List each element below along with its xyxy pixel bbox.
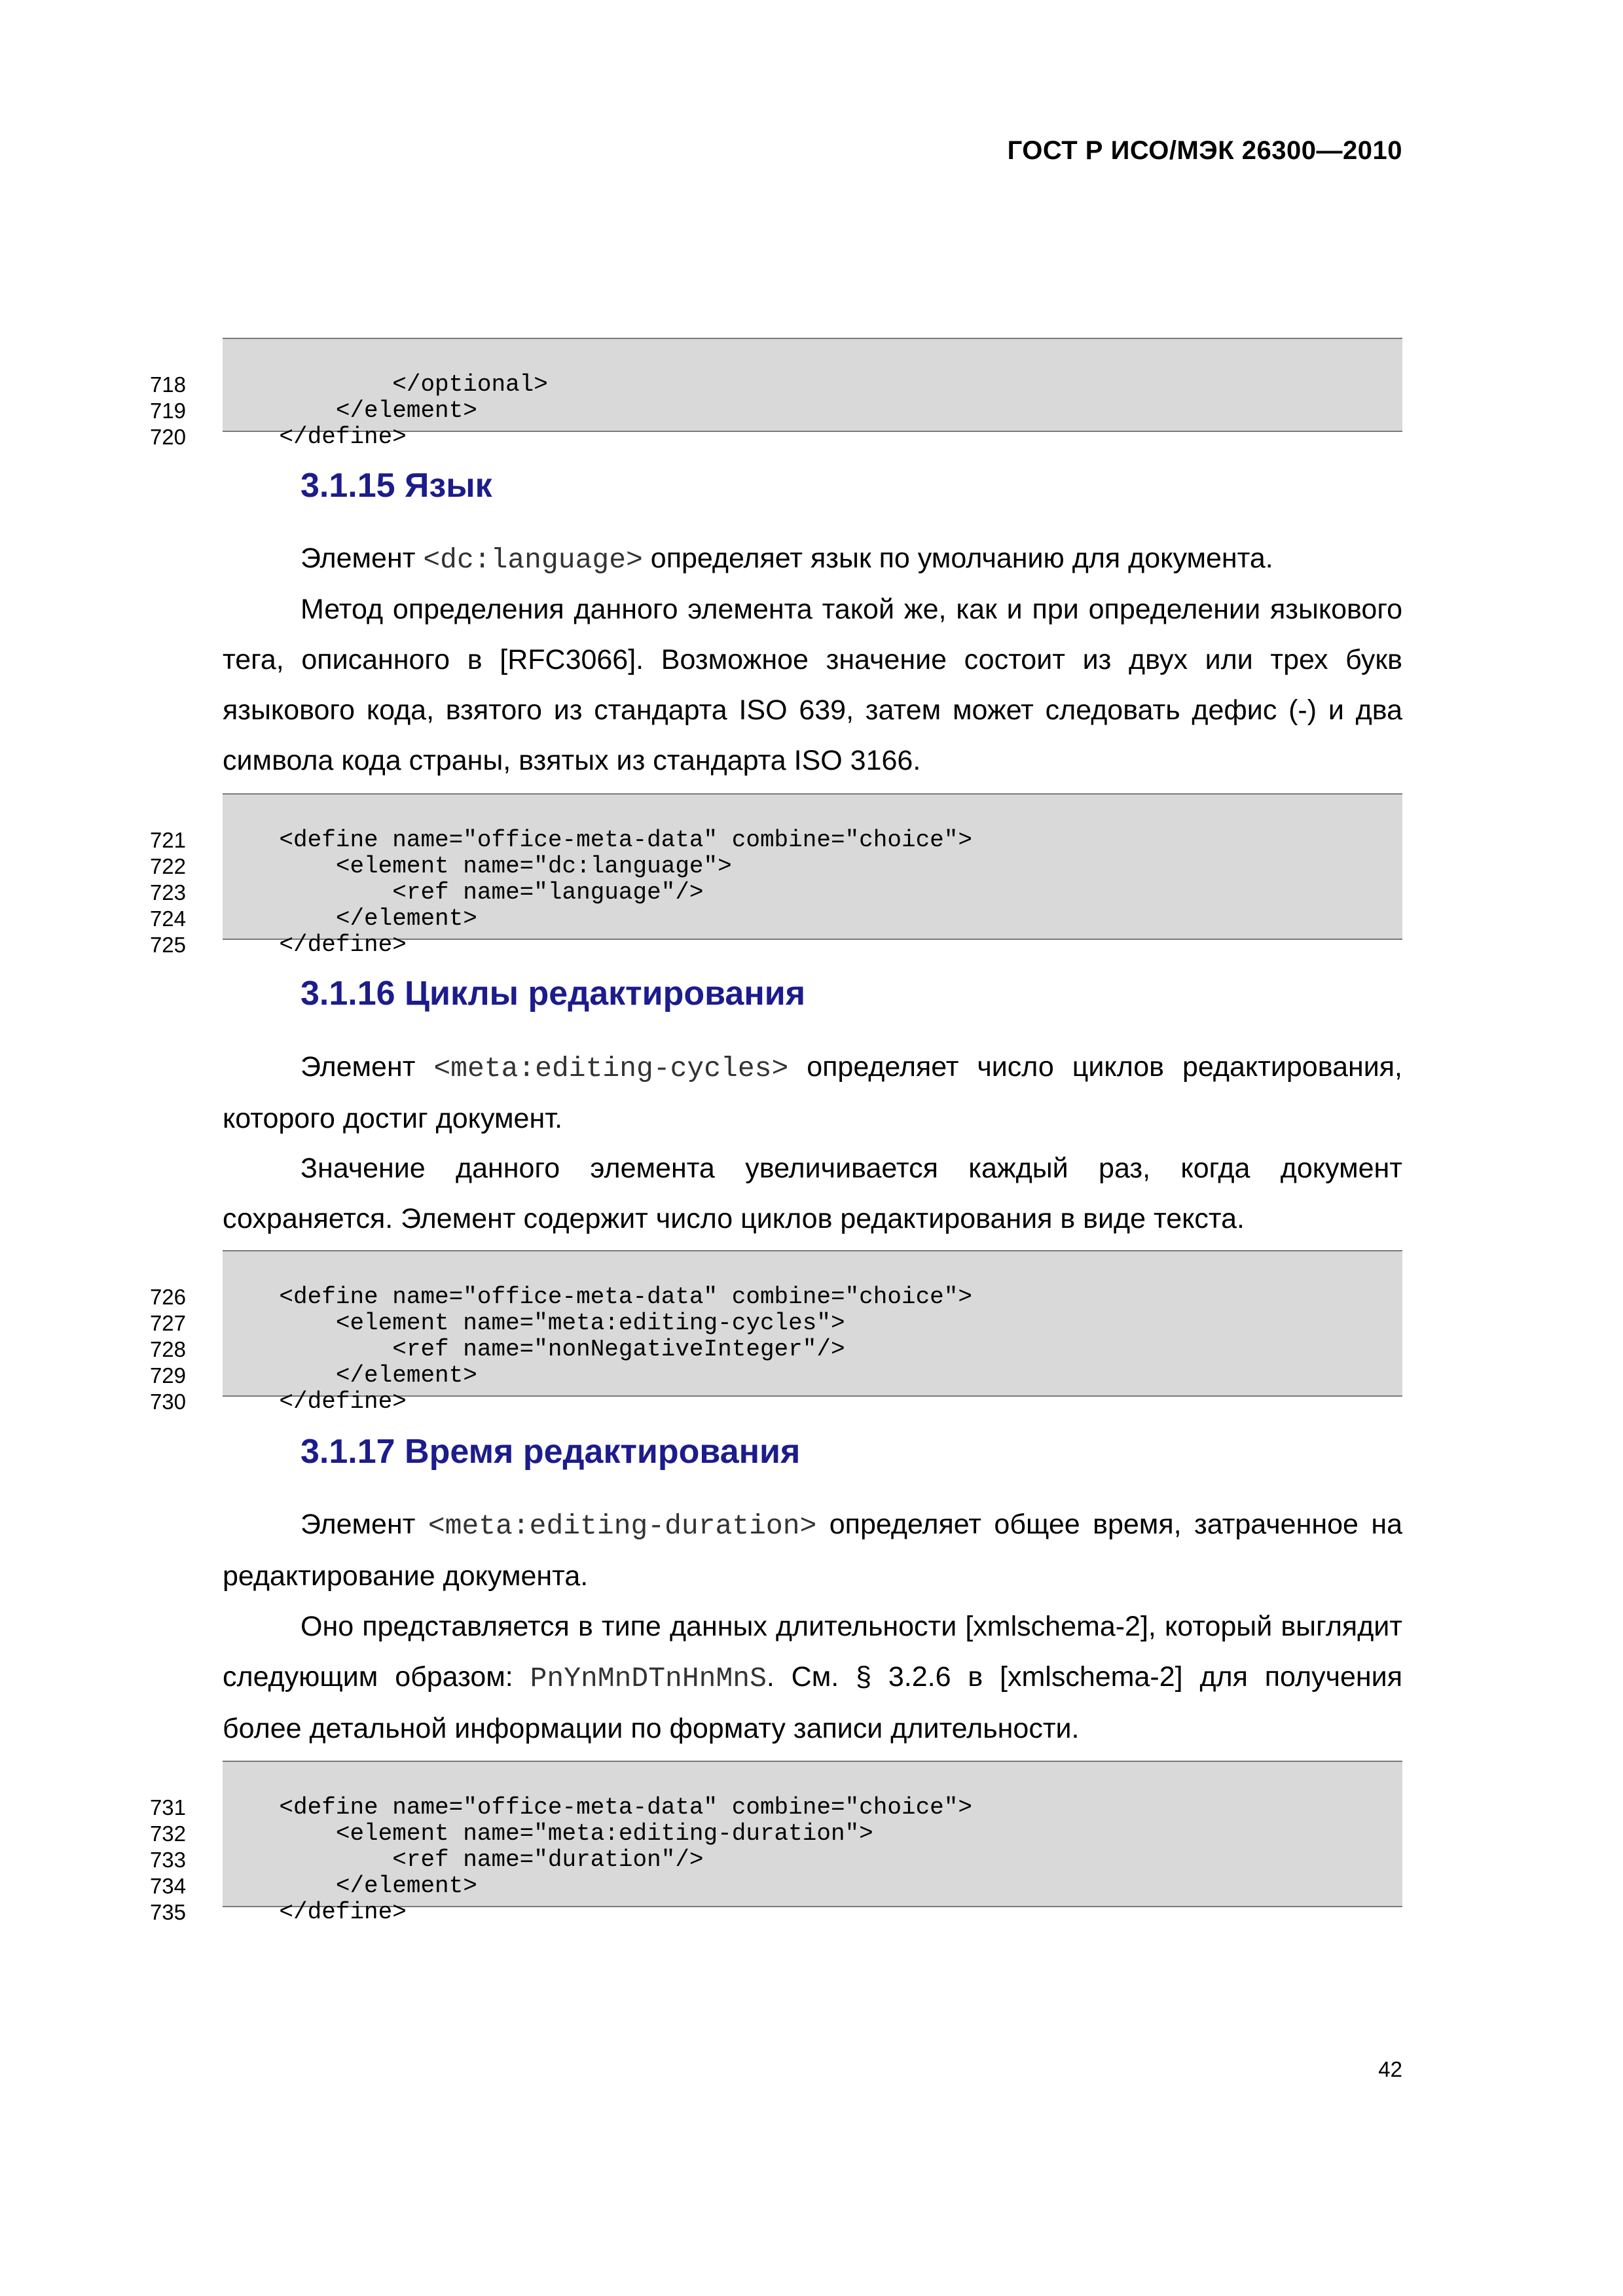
code-block [149,338,1402,450]
line-number: 724 [149,906,186,931]
line-number: 729 [149,1363,186,1388]
line-number: 720 [149,425,186,449]
code-block [149,793,1402,958]
line-number: 735 [149,1900,186,1924]
line-number: 718 [149,372,186,397]
inline-code: PnYnMnDTnHnMnS [530,1662,767,1695]
code-text: </element> [279,1873,477,1899]
code-text: <element name="meta:editing-cycles"> [279,1310,845,1336]
code-text: </optional> [279,371,548,398]
paragraph: Значение данного элемента увеличивается каждый раз, когда документ сохраняется. Элемент содержит число циклов редактирования в виде текста. [223,1153,1402,1234]
line-number: 719 [149,399,186,423]
code-text: <element name="meta:editing-duration"> [279,1820,873,1847]
code-text: </define> [279,931,407,958]
paragraph [223,1042,1402,1144]
line-number: 726 [149,1285,186,1309]
code-block [149,1761,1402,1926]
line-number: 728 [149,1337,186,1361]
line-number: 730 [149,1390,186,1414]
code-text: <define name="office-meta-data" combine="choice"> [279,1283,972,1310]
code-block [149,1250,1402,1415]
line-number: 733 [149,1848,186,1872]
line-number: 731 [149,1795,186,1820]
code-text: </define> [279,1899,407,1926]
page-number: 42 [1378,2057,1402,2081]
code-text: <define name="office-meta-data" combine="choice"> [279,827,972,853]
line-number: 725 [149,933,186,957]
code-text: <ref name="nonNegativeInteger"/> [279,1336,845,1363]
line-number: 723 [149,880,186,905]
page-header-title: ГОСТ Р ИСО/МЭК 26300—2010 [1007,136,1402,165]
code-text: <ref name="duration"/> [279,1846,704,1873]
paragraph-text: Оно представляется в типе данных длительности [xmlschema-2], который выглядит следующим образом: [223,1611,1402,1693]
paragraph: Метод определения данного элемента такой же, как и при определении языкового тега, описанного в [RFC3066]. Возможное значение состоит из двух или трех букв языкового кода, взятого из стандарта ISO 639, затем может следовать дефис (-) и два символа кода страны, взятых из стандарта ISO 3166. [223,594,1402,776]
code-text: </element> [279,1362,477,1389]
line-number: 732 [149,1821,186,1846]
paragraph [223,1602,1402,1754]
code-line [149,1768,1402,1821]
paragraph-text: определяет общее время, затраченное на редактирование документа. [223,1509,1403,1592]
section-heading-editing-cycles: 3.1.16 Циклы редактирования [301,975,806,1013]
code-line [149,1258,1402,1310]
section-heading-editing-duration: 3.1.17 Время редактирования [301,1433,801,1471]
code-text: </define> [279,1388,407,1415]
paragraph-text: Элемент [301,1509,428,1540]
paragraph-text: Элемент [301,543,424,574]
inline-code: <dc:language> [423,544,643,576]
inline-code: <meta:editing-duration> [428,1510,817,1542]
inline-code: <meta:editing-cycles> [433,1052,789,1085]
line-number: 734 [149,1874,186,1898]
code-text: </element> [279,905,477,932]
code-text: <define name="office-meta-data" combine="choice"> [279,1794,972,1821]
code-text: </element> [279,397,477,424]
code-line [149,801,1402,853]
code-line [149,346,1402,398]
line-number: 727 [149,1311,186,1335]
code-text: <ref name="language"/> [279,879,704,906]
paragraph-text: Элемент [301,1051,434,1083]
code-text: </define> [279,423,407,450]
paragraph-text: определяет число циклов редактирования, которого достиг документ. [223,1051,1402,1134]
section-heading-language: 3.1.15 Язык [301,467,492,505]
code-text: <element name="dc:language"> [279,853,732,880]
paragraph [223,533,1402,585]
paragraph-text: . См. § 3.2.6 в [xmlschema-2] для получения более детальной информации по формату записи длительности. [223,1661,1402,1744]
paragraph [223,1499,1402,1602]
paragraph-text: определяет язык по умолчанию для документа. [642,543,1273,574]
line-number: 722 [149,854,186,878]
line-number: 721 [149,828,186,852]
